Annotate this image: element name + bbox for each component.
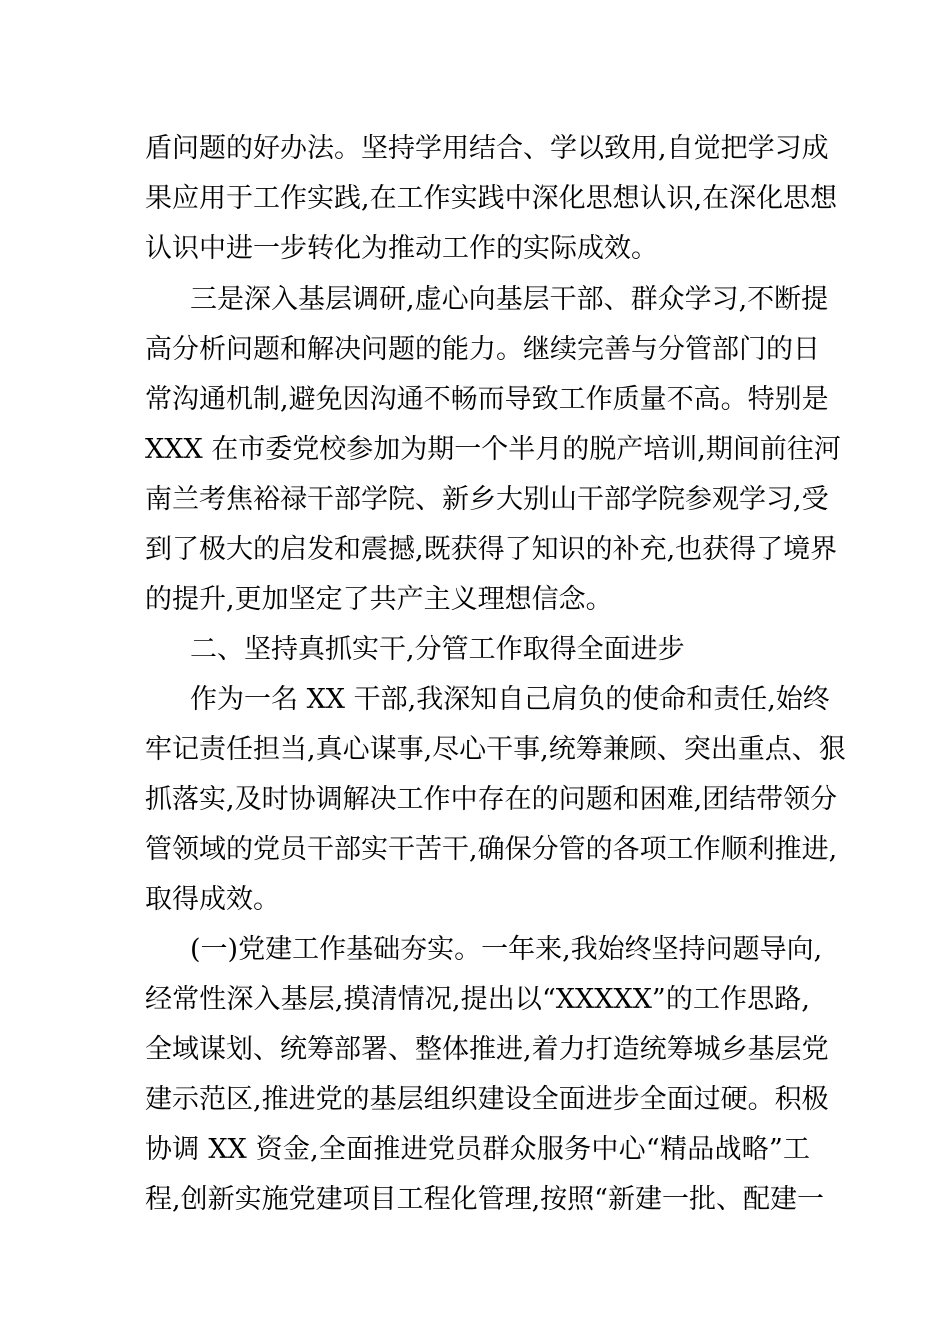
text-line: XXX 在市委党校参加为期一个半月的脱产培训,期间前往河 <box>145 434 841 465</box>
text-line: 的提升,更加坚定了共产主义理想信念。 <box>145 584 613 615</box>
text-line: 认识中进一步转化为推动工作的实际成效。 <box>145 233 658 264</box>
text-line: 果应用于工作实践,在工作实践中深化思想认识,在深化思想 <box>145 183 838 214</box>
section-heading: 二、坚持真抓实干,分管工作取得全面进步 <box>190 634 685 665</box>
text-line: 到了极大的启发和震撼,既获得了知识的补充,也获得了境界 <box>145 534 838 565</box>
text-line: 高分析问题和解决问题的能力。继续完善与分管部门的日 <box>145 334 820 365</box>
text-line: 抓落实,及时协调解决工作中存在的问题和困难,团结带领分 <box>145 784 838 815</box>
text-line: 程,创新实施党建项目工程化管理,按照“新建一批、配建一 <box>145 1184 824 1215</box>
text-line: 盾问题的好办法。坚持学用结合、学以致用,自觉把学习成 <box>145 133 829 164</box>
text-line: 建示范区,推进党的基层组织建设全面进步全面过硬。积极 <box>145 1084 829 1115</box>
text-line: 管领域的党员干部实干苦干,确保分管的各项工作顺利推进, <box>145 834 838 865</box>
text-line: 作为一名 XX 干部,我深知自己肩负的使命和责任,始终 <box>190 684 830 715</box>
text-line: (一)党建工作基础夯实。一年来,我始终坚持问题导向, <box>190 934 823 965</box>
text-line: 经常性深入基层,摸清情况,提出以“XXXXX”的工作思路, <box>145 984 810 1015</box>
text-line: 协调 XX 资金,全面推进党员群众服务中心“精品战略”工 <box>145 1134 810 1165</box>
text-line: 三是深入基层调研,虚心向基层干部、群众学习,不断提 <box>190 284 829 315</box>
text-line: 常沟通机制,避免因沟通不畅而导致工作质量不高。特别是 <box>145 384 829 415</box>
text-line: 全域谋划、统筹部署、整体推进,着力打造统筹城乡基层党 <box>145 1034 829 1065</box>
text-line: 取得成效。 <box>145 884 280 915</box>
text-line: 南兰考焦裕禄干部学院、新乡大别山干部学院参观学习,受 <box>145 484 829 515</box>
text-line: 牢记责任担当,真心谋事,尽心干事,统筹兼顾、突出重点、狠 <box>145 734 846 765</box>
